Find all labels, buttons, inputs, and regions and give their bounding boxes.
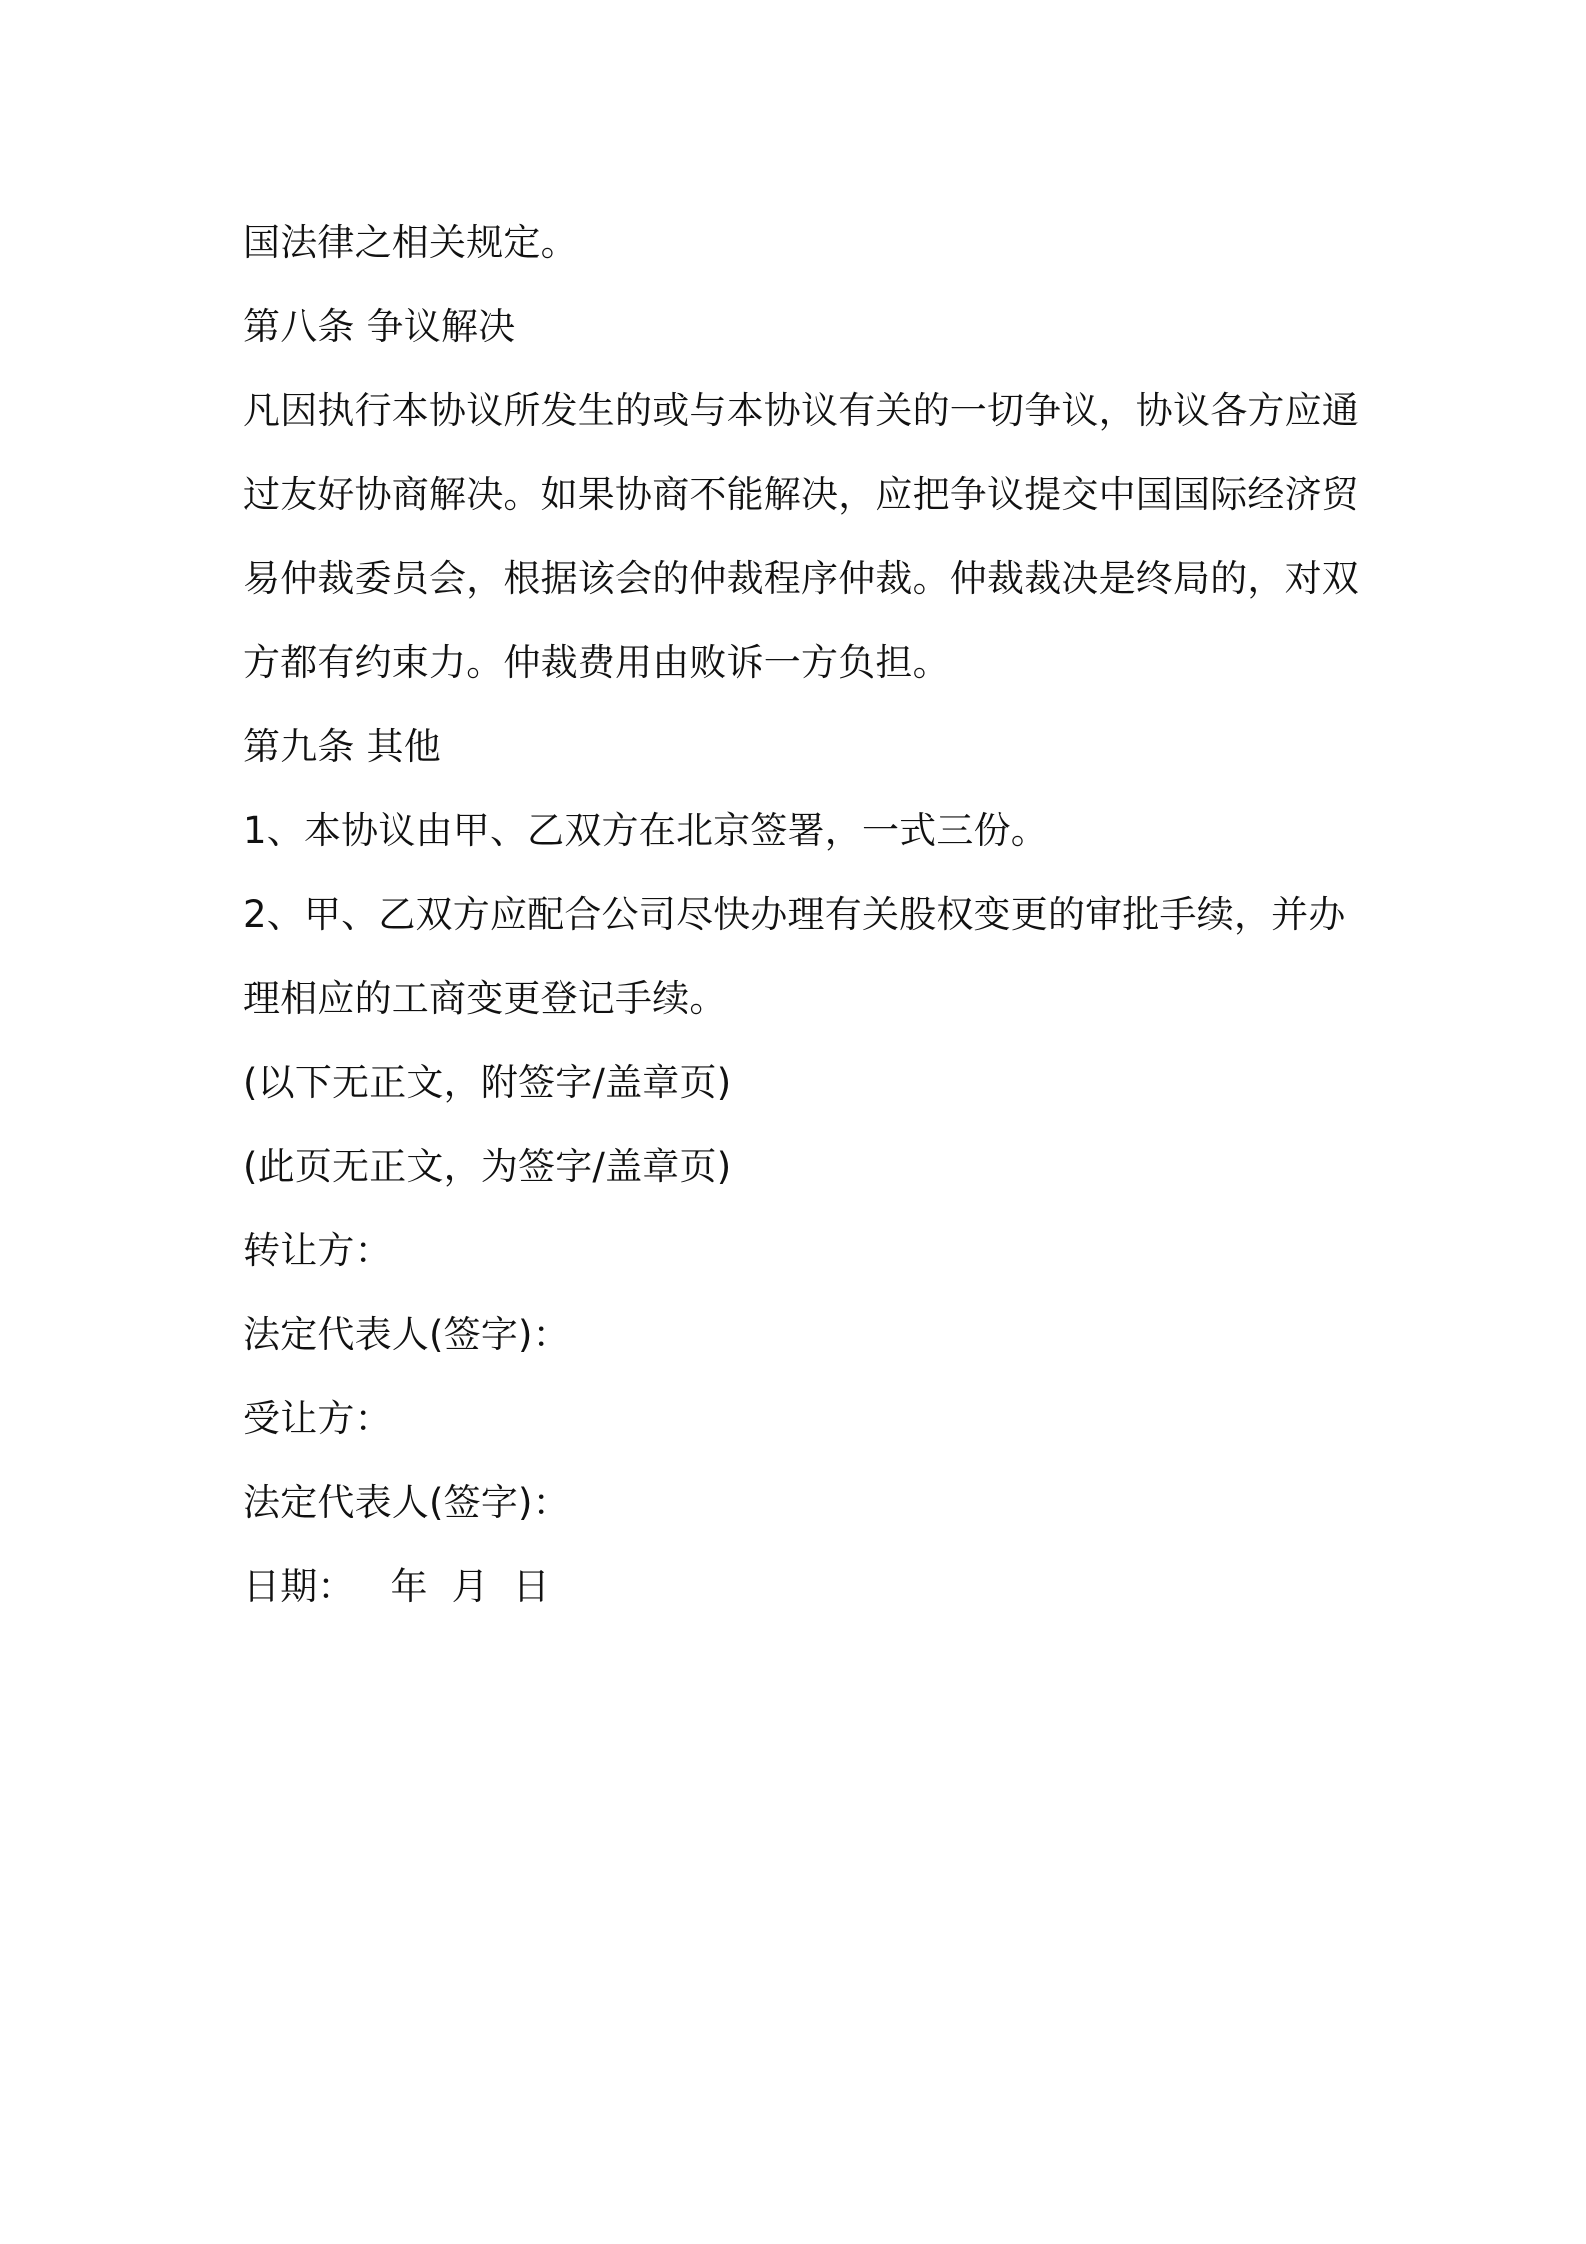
- transferee-representative-signature-label: 法定代表人(签字)：: [243, 1481, 570, 1524]
- note-no-further-text: (以下无正文，附签字/盖章页): [243, 1061, 732, 1104]
- paragraph-line: 凡因执行本协议所发生的或与本协议有关的一切争议，协议各方应通: [243, 389, 1359, 432]
- document-body: [243, 201, 1373, 1629]
- list-item-2-continued: 理相应的工商变更登记手续。: [243, 977, 727, 1020]
- list-item-1: 1、本协议由甲、乙双方在北京签署，一式三份。: [243, 809, 1048, 852]
- paragraph-line: 方都有约束力。仲裁费用由败诉一方负担。: [243, 641, 950, 684]
- date-label: 日期： 年 月 日: [243, 1565, 550, 1608]
- section-heading-article-9: 第九条 其他: [243, 725, 441, 768]
- note-signature-page: (此页无正文，为签字/盖章页): [243, 1145, 732, 1188]
- section-heading-article-8: 第八条 争议解决: [243, 305, 516, 348]
- list-item-2: 2、甲、乙双方应配合公司尽快办理有关股权变更的审批手续，并办: [243, 893, 1346, 936]
- paragraph-line: 过友好协商解决。如果协商不能解决，应把争议提交中国国际经济贸: [243, 473, 1359, 516]
- paragraph-line: 国法律之相关规定。: [243, 221, 578, 264]
- transferor-representative-signature-label: 法定代表人(签字)：: [243, 1313, 570, 1356]
- transferee-label: 受让方：: [243, 1397, 392, 1440]
- transferor-label: 转让方：: [243, 1229, 392, 1272]
- paragraph-line: 易仲裁委员会，根据该会的仲裁程序仲裁。仲裁裁决是终局的，对双: [243, 557, 1359, 600]
